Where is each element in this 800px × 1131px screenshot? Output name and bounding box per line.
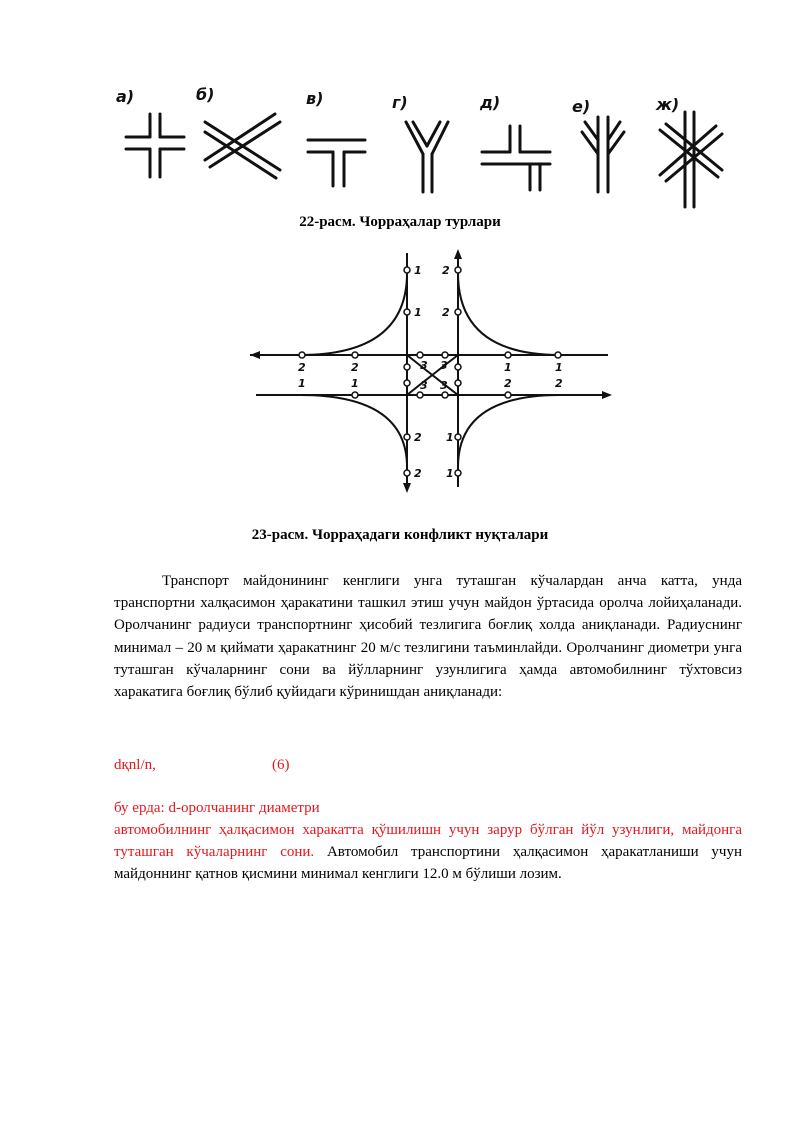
paragraph-main: Транспорт майдонининг кенглиги унга туташган кўчалардан анча катта, унда транспортни халқасимон ҳаракатини ташкил этиш учун майдон ўртасида оролча лойиҳаланади. Оролчанинг радиуси транспортнинг ҳисобий тезлигига боғлиқ холда аниқланади. Радиуснинг минимал – 20 м қиймати ҳаракатнинг 20 м/с тезлигини таъминлайди. Оролчанинг диометри унга туташган кўчаларнинг сони ва йўлларнинг узунлигига ҳамда автомобилнинг тўхтовсиз харакатига боғлиқ бўлиб қуйидаги кўринишдан аниқланади: [114,573,742,701]
svg-text:1: 1 [446,431,454,444]
formula-line [114,757,290,774]
definition-black: Автомобил транспортини ҳалқасимон ҳаракатланиши учун майдоннинг қатнов қисмини минимал кенглиги 12.0 м бўлиши лозим. [114,844,742,883]
svg-text:2: 2 [442,306,450,319]
svg-text:3: 3 [440,379,448,392]
offset-intersection-icon [482,126,550,190]
svg-text:1: 1 [414,264,422,277]
svg-text:2: 2 [504,377,512,390]
svg-text:1: 1 [446,467,454,480]
intersection-types-figure [110,82,730,212]
label-b: б) [196,85,215,104]
svg-text:1: 1 [351,377,359,390]
formula-number: (6) [272,757,290,773]
paragraph-definition [114,819,742,886]
svg-text:2: 2 [298,361,306,374]
figure-22-caption: 22-расм. Чорраҳалар турлари [299,214,501,230]
svg-text:2: 2 [442,264,450,277]
label-d: д) [480,93,501,112]
star-intersection-icon [660,112,722,207]
svg-text:1: 1 [504,361,512,374]
fork-intersection-icon [582,117,624,192]
formula: dқnl/n, [114,757,156,773]
svg-text:1: 1 [555,361,563,374]
x-intersection-icon [205,114,280,178]
svg-text:3: 3 [420,379,428,392]
definition-red: автомобилнинг ҳалқасимон харакатта қўшилишн учун зарур бўлган йўл узунлиги, майдонга туташган кўчаларнинг сони. [114,822,742,861]
label-zh: ж) [656,95,680,114]
svg-text:1: 1 [414,306,422,319]
label-g: г) [392,93,408,112]
svg-text:3: 3 [420,359,428,372]
y-intersection-icon [406,122,448,192]
svg-text:1: 1 [298,377,306,390]
svg-text:2: 2 [555,377,563,390]
where-line: бу ерда: d-оролчанинг диаметри [114,800,320,816]
figure-23-caption: 23-расм. Чорраҳадаги конфликт нуқталари [251,527,549,543]
svg-text:2: 2 [414,467,422,480]
svg-text:3: 3 [440,359,448,372]
t-intersection-icon [308,140,365,186]
conflict-points-figure [240,245,620,495]
svg-text:2: 2 [351,361,359,374]
label-e: е) [572,97,591,116]
cross-intersection-icon [126,114,184,177]
svg-text:2: 2 [414,431,422,444]
label-a: а) [116,87,135,106]
label-v: в) [306,89,324,108]
